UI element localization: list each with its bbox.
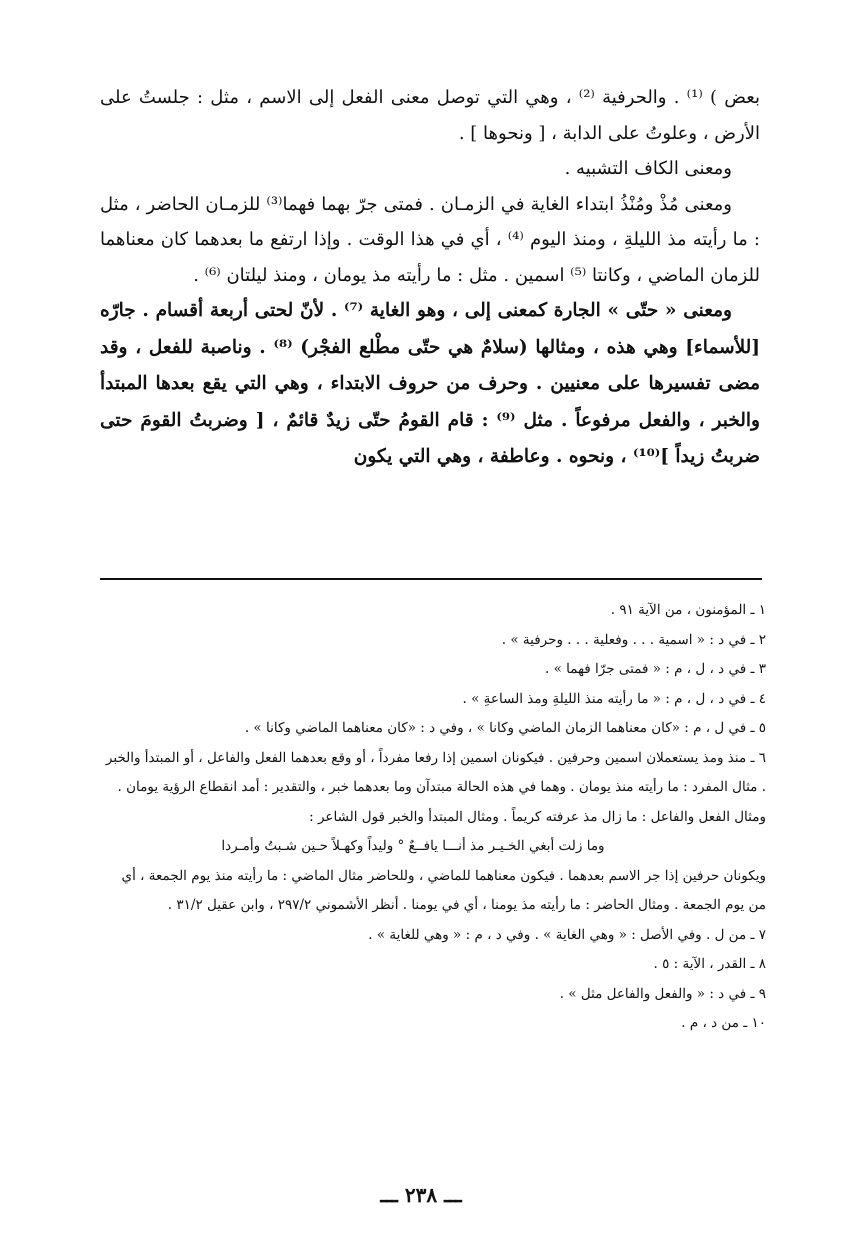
footnote-divider xyxy=(100,578,762,580)
main-text xyxy=(100,80,760,476)
paragraph-3: ومعنى مُذْ ومُنْذُ ابتداء الغاية في الزمـان . فمتى جرّ بهما فهما⁽³⁾ للزمـان الحاضر ، مثل : ما رأيته مذ الليلةِ ، ومنذ اليوم ⁽⁴⁾ ، أي في هذا الوقت . وإذا ارتفع ما بعدهما كان معناهما للزمان الماضي ، وكانتا ⁽⁵⁾ اسمين . مثل : ما رأيته مذ يومان ، ومنذ ليلتان ⁽⁶⁾ . xyxy=(100,193,760,286)
footnote-9: ٩ ـ في د : « والفعل والفاعل مثل » . xyxy=(559,985,766,1002)
footnote-6-continuation: ويكونان حرفين إذا جر الاسم بعدهما . فيكون معناهما للماضي ، وللحاضر مثال الماضي : ما رأيته منذ يوم الجمعة ، أي من يوم الجمعة . ومثال الحاضر : ما رأيته مذ يومنا ، أي في يومنا . أنظر الأشموني ٢٩٧/٢ ، وابن عقيل ٣١/٢ . xyxy=(121,867,766,913)
paragraph-1: بعض ) ⁽¹⁾ . والحرفية ⁽²⁾ ، وهي التي توصل معنى الفعل إلى الاسم ، مثل : جلستُ على الأرض ، وعلوتُ على الدابة ، [ ونحوها ] . xyxy=(100,87,760,144)
footnote-1: ١ ـ المؤمنون ، من الآية ٩١ . xyxy=(610,602,766,618)
footnote-10: ١٠ ـ من د ، م . xyxy=(681,1015,766,1031)
footnote-3: ٣ ـ في د ، ل ، م : « فمتى جرّا فهما » . xyxy=(545,661,766,677)
page-number: ـــ ٢٣٨ ـــ xyxy=(380,1183,462,1207)
footnote-5: ٥ ـ في ل ، م : «كان معناهما الزمان الماضي وكانا » ، وفي د : «كان معناهما الماضي وكانا » . xyxy=(244,720,766,736)
footnote-verse: وما زلت أبغي الخـيـر مذ أنـــا يافــعٌ ° وليداً وكهـلاً حـين شـبتُ وأمـردا xyxy=(221,838,605,854)
footnote-2: ٢ ـ في د : « اسمية . . . وفعلية . . . وحرفية » . xyxy=(501,631,766,648)
footnote-4: ٤ ـ في د ، ل ، م : « ما رأيته منذ الليلةِ ومذ الساعةِ » . xyxy=(462,690,766,707)
footnotes xyxy=(100,596,766,1039)
paragraph-4: ومعنى « حتّى » الجارة كمعنى إلى ، وهو الغاية ⁽⁷⁾ . لأنّ لحتى أربعة أقسام . جارّه [للأسماء] وهي هذه ، ومثالها (سلامٌ هي حتّى مطْلع الفجْر) ⁽⁸⁾ . وناصبة للفعل ، وقد مضى تفسيرها على معنيين . وحرف من حروف الابتداء ، وهي التي يقع بعدها المبتدأ والخبر ، والفعل مرفوعاً . مثل ⁽⁹⁾ : قام القومُ حتّى زيدٌ قائمٌ ، [ وضربتُ القومَ حتى ضربتُ زيداً ]⁽¹⁰⁾ ، ونحوه . وعاطفة ، وهي التي يكون xyxy=(100,300,760,467)
footnote-6: ٦ ـ منذ ومذ يستعملان اسمين وحرفين . فيكونان اسمين إذا رفعا مفرداً ، أو وقع بعدهما الفعل والفاعل ، أو المبتدأ والخبر . مثال المفرد : ما رأيته منذ يومان . وهما في هذه الحالة مبتدآن وما بعدهما خبر ، والتقدير : أمد انقطاع الرؤية يومان . ومثال الفعل والفاعل : ما زال مذ عرفته كريماً . ومثال المبتدأ والخبر قول الشاعر : xyxy=(105,749,766,825)
paragraph-2: ومعنى الكاف التشبيه . xyxy=(564,158,732,179)
footnote-7: ٧ ـ من ل . وفي الأصل : « وهي الغاية » . وفي د ، م : « وهي للغاية » . xyxy=(368,926,766,943)
footnote-8: ٨ ـ القدر ، الآية : ٥ . xyxy=(653,956,766,972)
